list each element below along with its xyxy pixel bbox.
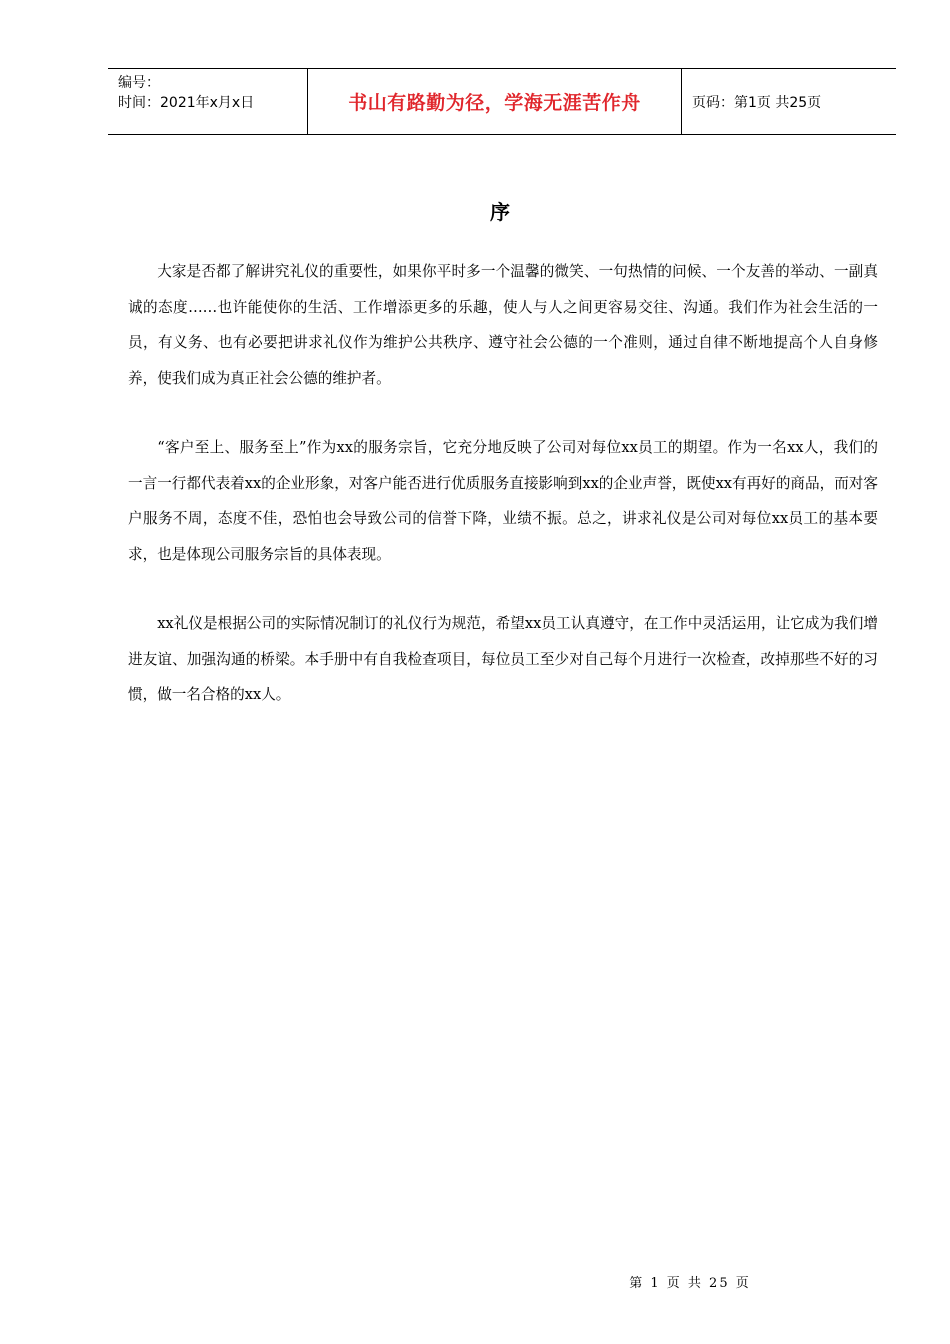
header-page-info: 页码：第1页 共25页 — [692, 94, 822, 111]
header-meta — [108, 69, 308, 134]
paragraph: “客户至上、服务至上”作为xx的服务宗旨，它充分地反映了公司对每位xx员工的期望。作为一名xx人，我们的一言一行都代表着xx的企业形象，对客户能否进行优质服务直接影响到xx的企业声誉，既使xx有再好的商品，而对客户服务不周，态度不佳，恐怕也会导致公司的信誉下降，业绩不振。总之，讲求礼仪是公司对每位xx员工的基本要求，也是体现公司服务宗旨的具体表现。 — [128, 439, 878, 563]
header-motto: 书山有路勤为径，学海无涯苦作舟 — [348, 92, 641, 114]
header-motto-cell — [308, 69, 682, 134]
paragraph: xx礼仪是根据公司的实际情况制订的礼仪行为规范，希望xx员工认真遵守，在工作中灵活运用，让它成为我们增进友谊、加强沟通的桥梁。本手册中有自我检查项目，每位员工至少对自己每个月进行一次检查，改掉那些不好的习惯，做一名合格的xx人。 — [128, 615, 878, 703]
document-date: 时间：2021年x月x日 — [118, 95, 255, 111]
document-title: 序 — [490, 200, 510, 224]
document-number-label: 编号： — [118, 75, 160, 91]
page-footer-number: 第 1 页 共 25 页 — [629, 1276, 751, 1291]
header-page-info-cell — [682, 69, 896, 134]
document-body — [128, 254, 878, 747]
page-header — [108, 68, 896, 135]
paragraph: 大家是否都了解讲究礼仪的重要性，如果你平时多一个温馨的微笑、一句热情的问候、一个友善的举动、一副真诚的态度……也许能使你的生活、工作增添更多的乐趣，使人与人之间更容易交往、沟通。我们作为社会生活的一员，有义务、也有必要把讲求礼仪作为维护公共秩序、遵守社会公德的一个准则，通过自律不断地提高个人自身修养，使我们成为真正社会公德的维护者。 — [128, 263, 878, 387]
